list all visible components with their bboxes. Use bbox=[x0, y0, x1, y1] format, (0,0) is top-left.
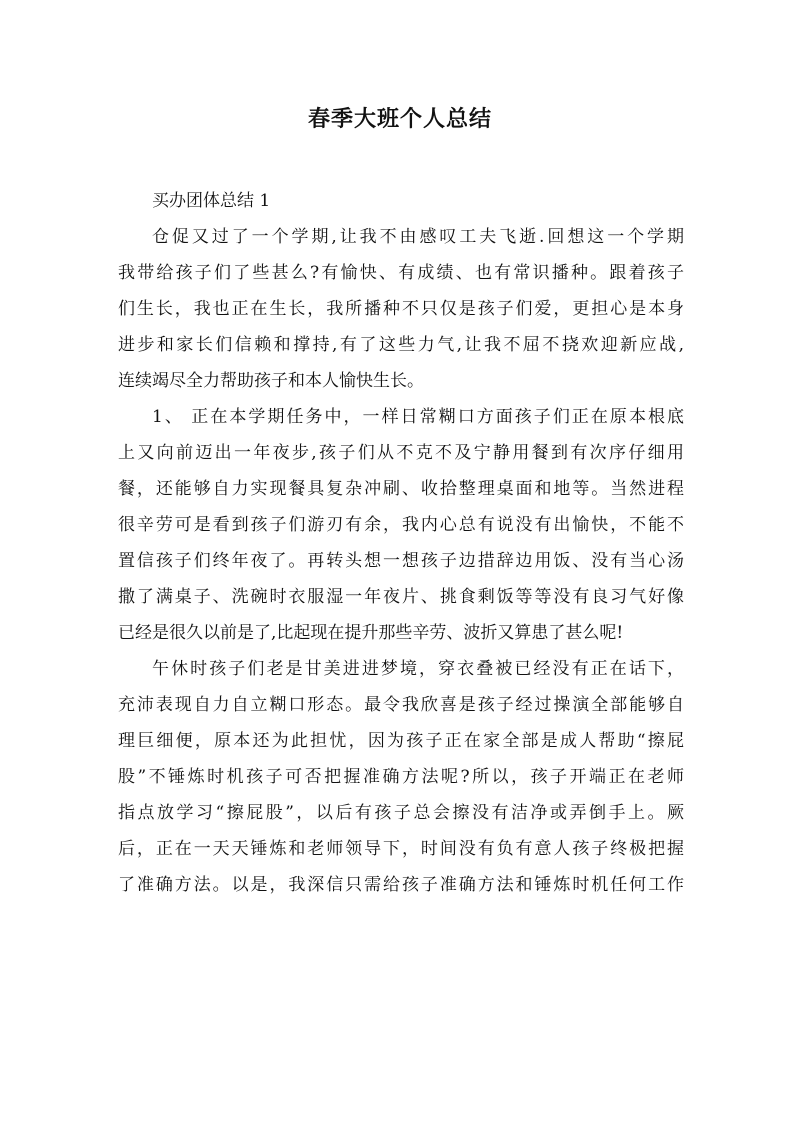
text-line: 充沛表现自力自立糊口形态。最令我欣喜是孩子经过操演全部能够自 bbox=[118, 695, 684, 715]
text-line: 理巨细便，原本还为此担忧，因为孩子正在家全部是成人帮助“擦屁 bbox=[118, 731, 684, 751]
text-line: 午休时孩子们老是甘美进进梦境，穿衣叠被已经没有正在话下， bbox=[152, 659, 684, 679]
text-line: 进步和家长们信赖和撑持,有了这些力气,让我不屈不挠欢迎新应战, bbox=[118, 335, 684, 355]
text-line: 撒了满桌子、洗碗时衣服湿一年夜片、挑食剩饭等等没有良习气好像 bbox=[118, 587, 684, 607]
text-line: 已经是很久以前是了,比起现在提升那些辛劳、波折又算患了甚么呢! bbox=[118, 623, 624, 643]
text-line: 仓促又过了一个学期,让我不由感叹工夫飞逝.回想这一个学期 bbox=[152, 227, 684, 247]
text-line: 我带给孩子们了些甚么?有愉快、有成绩、也有常识播种。跟着孩子 bbox=[118, 263, 684, 283]
document-subtitle: 买办团体总结 1 bbox=[152, 191, 271, 211]
text-line: 很辛劳可是看到孩子们游刃有余，我内心总有说没有出愉快，不能不 bbox=[118, 515, 684, 535]
text-line: 上又向前迈出一年夜步,孩子们从不克不及宁静用餐到有次序仔细用 bbox=[118, 443, 684, 463]
text-line: 1、 正在本学期任务中，一样日常糊口方面孩子们正在原本根底 bbox=[152, 407, 684, 427]
text-line: 连续竭尽全力帮助孩子和本人愉快生长。 bbox=[118, 371, 424, 391]
text-line: 餐，还能够自力实现餐具复杂冲刷、收拾整理桌面和地等。当然进程 bbox=[118, 479, 684, 499]
text-line: 股”不锤炼时机孩子可否把握准确方法呢?所以，孩子开端正在老师 bbox=[118, 767, 684, 787]
text-line: 置信孩子们终年夜了。再转头想一想孩子边措辞边用饭、没有当心汤 bbox=[118, 551, 684, 571]
text-line: 了准确方法。以是，我深信只需给孩子准确方法和锤炼时机任何工作 bbox=[118, 875, 684, 895]
text-line: 们生长，我也正在生长，我所播种不只仅是孩子们爱，更担心是本身 bbox=[118, 299, 684, 319]
document-title: 春季大班个人总结 bbox=[307, 106, 492, 132]
text-line: 指点放学习“擦屁股”，以后有孩子总会擦没有洁净或弄倒手上。厥 bbox=[118, 803, 684, 823]
text-line: 后，正在一天天锤炼和老师领导下，时间没有负有意人孩子终极把握 bbox=[118, 839, 684, 859]
document-body bbox=[118, 183, 684, 903]
